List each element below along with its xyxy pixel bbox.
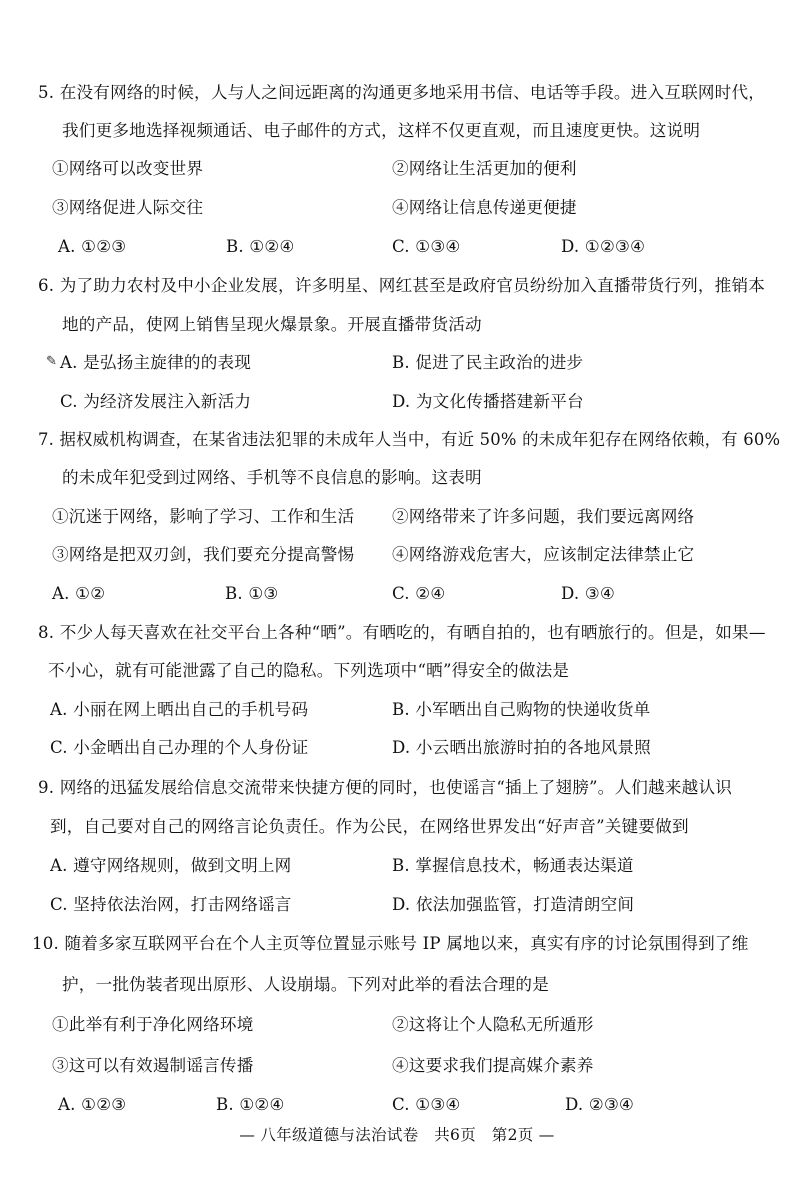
q5-option-c: C. ①③④ bbox=[392, 237, 461, 256]
q10-option-c: C. ①③④ bbox=[392, 1095, 461, 1114]
q5-item-3: ③网络促进人际交往 bbox=[52, 198, 204, 217]
q7-item-4: ④网络游戏危害大，应该制定法律禁止它 bbox=[392, 545, 695, 564]
q8-stem-line2: 不小心，就有可能泄露了自己的隐私。下列选项中“晒”得安全的做法是 bbox=[48, 661, 570, 680]
q8-option-d: D. 小云晒出旅游时拍的各地风景照 bbox=[392, 738, 651, 757]
q10-item-2: ②这将让个人隐私无所遁形 bbox=[392, 1015, 594, 1034]
q6-stem-line2: 地的产品，使网上销售呈现火爆景象。开展直播带货活动 bbox=[62, 315, 482, 334]
q10-option-a: A. ①②③ bbox=[58, 1095, 127, 1114]
q7-item-3: ③网络是把双刃剑，我们要充分提高警惕 bbox=[52, 545, 355, 564]
q7-option-a: A. ①② bbox=[52, 584, 106, 603]
q8-option-a: A. 小丽在网上晒出自己的手机号码 bbox=[50, 700, 309, 719]
q10-stem-line1: 10. 随着多家互联网平台在个人主页等位置显示账号 IP 属地以来，真实有序的讨论氛围得到了维 bbox=[32, 934, 749, 953]
page-footer: — 八年级道德与法治试卷 共6页 第2页 — bbox=[239, 1126, 555, 1144]
q8-option-c: C. 小金晒出自己办理的个人身份证 bbox=[50, 738, 309, 757]
q7-stem-line2: 的未成年犯受到过网络、手机等不良信息的影响。这表明 bbox=[62, 468, 482, 487]
q7-option-c: C. ②④ bbox=[392, 584, 446, 603]
q5-stem-line1: 5. 在没有网络的时候，人与人之间远距离的沟通更多地采用书信、电话等手段。进入互联网时代， bbox=[38, 83, 766, 102]
q10-option-d: D. ②③④ bbox=[565, 1095, 635, 1114]
q9-option-c: C. 坚持依法治网，打击网络谣言 bbox=[50, 895, 292, 914]
q10-item-3: ③这可以有效遏制谣言传播 bbox=[52, 1056, 254, 1075]
q7-item-1: ①沉迷于网络，影响了学习、工作和生活 bbox=[52, 507, 355, 526]
q7-option-b: B. ①③ bbox=[225, 584, 279, 603]
q5-option-a: A. ①②③ bbox=[58, 237, 127, 256]
q7-item-2: ②网络带来了许多问题，我们要远离网络 bbox=[392, 507, 695, 526]
q5-stem-line2: 我们更多地选择视频通话、电子邮件的方式，这样不仅更直观，而且速度更快。这说明 bbox=[62, 121, 701, 140]
q10-option-b: B. ①②④ bbox=[216, 1095, 285, 1114]
q5-option-b: B. ①②④ bbox=[226, 237, 295, 256]
q7-stem-line1: 7. 据权威机构调查，在某省违法犯罪的未成年人当中，有近 50% 的未成年犯存在网络依赖，有 60% bbox=[38, 430, 781, 449]
q9-option-d: D. 依法加强监管，打造清朗空间 bbox=[392, 895, 635, 914]
q6-option-d: D. 为文化传播搭建新平台 bbox=[392, 392, 584, 411]
q10-item-4: ④这要求我们提高媒介素养 bbox=[392, 1056, 594, 1075]
q5-item-2: ②网络让生活更加的便利 bbox=[392, 159, 577, 178]
q9-option-b: B. 掌握信息技术，畅通表达渠道 bbox=[392, 856, 634, 875]
q5-option-d: D. ①②③④ bbox=[561, 237, 646, 256]
q10-stem-line2: 护，一批伪装者现出原形、人设崩塌。下列对此举的看法合理的是 bbox=[62, 975, 550, 994]
q6-stem-line1: 6. 为了助力农村及中小企业发展，许多明星、网红甚至是政府官员纷纷加入直播带货行列，推销本 bbox=[38, 276, 766, 295]
q9-stem-line1: 9. 网络的迅猛发展给信息交流带来快捷方便的同时，也使谣言“插上了翅膀”。人们越来越认识 bbox=[38, 778, 733, 797]
q10-item-1: ①此举有利于净化网络环境 bbox=[52, 1015, 254, 1034]
q7-option-d: D. ③④ bbox=[561, 584, 616, 603]
q6-option-b: B. 促进了民主政治的进步 bbox=[392, 353, 584, 372]
q8-option-b: B. 小军晒出自己购物的快递收货单 bbox=[392, 700, 651, 719]
q5-item-4: ④网络让信息传递更便捷 bbox=[392, 198, 577, 217]
q9-option-a: A. 遵守网络规则，做到文明上网 bbox=[50, 856, 292, 875]
q6-option-c: C. 为经济发展注入新活力 bbox=[60, 392, 252, 411]
q9-stem-line2: 到，自己要对自己的网络言论负责任。作为公民，在网络世界发出“好声音”关键要做到 bbox=[50, 817, 689, 836]
q8-stem-line1: 8. 不少人每天喜欢在社交平台上各种“晒”。有晒吃的，有晒自拍的，也有晒旅行的。但是，如果— bbox=[38, 623, 766, 642]
pen-mark-icon: ✎ bbox=[46, 354, 57, 369]
q5-item-1: ①网络可以改变世界 bbox=[52, 159, 204, 178]
q6-option-a: A. 是弘扬主旋律的的表现 bbox=[60, 353, 252, 372]
